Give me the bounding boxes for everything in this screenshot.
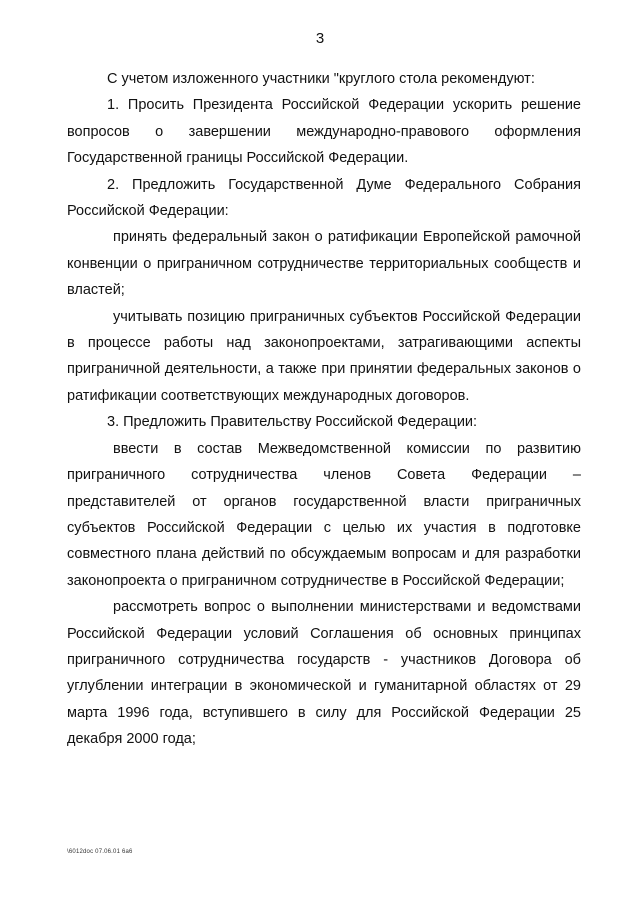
intro-paragraph: С учетом изложенного участники "круглого стола рекомендуют: xyxy=(107,71,535,87)
recommendation-3-item-2: рассмотреть вопрос о выполнении министерствами и ведомствами Российской Федерации условий Соглашения об основных принципах приграничного сотрудничества государств - участников Договора об углублении интеграции в экономической и гуманитарной областях от 29 марта 1996 года, вступившего в силу для Российской Федерации 25 декабря 2000 года; xyxy=(67,599,581,748)
recommendation-2: 2. Предложить Государственной Думе Федерального Собрания Российской Федерации: xyxy=(67,176,581,220)
document-body xyxy=(67,66,581,753)
recommendation-2-item-2: учитывать позицию приграничных субъектов Российской Федерации в процессе работы над законопроектами, затрагивающими аспекты приграничной деятельности, а также при принятии федеральных законов о ратификации соответствующих международных договоров. xyxy=(67,308,581,404)
footer-document-code: \6012doc 07.06.01 6a6 xyxy=(67,849,133,855)
recommendation-3: 3. Предложить Правительству Российской Федерации: xyxy=(107,414,478,431)
recommendation-3-item-1: ввести в состав Межведомственной комиссии по развитию приграничного сотрудничества членов Совета Федерации – представителей от органов государственной власти приграничных субъектов Российской Федерации с целью их участия в подготовке совместного плана действий по обсуждаемым вопросам и для разработки законопроекта о приграничном сотрудничестве в Российской Федерации; xyxy=(67,440,581,589)
recommendation-2-item-1: принять федеральный закон о ратификации Европейской рамочной конвенции о приграничном сотрудничестве территориальных сообществ и властей; xyxy=(67,229,581,299)
recommendation-1: 1. Просить Президента Российской Федерации ускорить решение вопросов о завершении международно-правового оформления Государственной границы Российской Федерации. xyxy=(67,97,581,167)
page-number: 3 xyxy=(315,30,325,47)
